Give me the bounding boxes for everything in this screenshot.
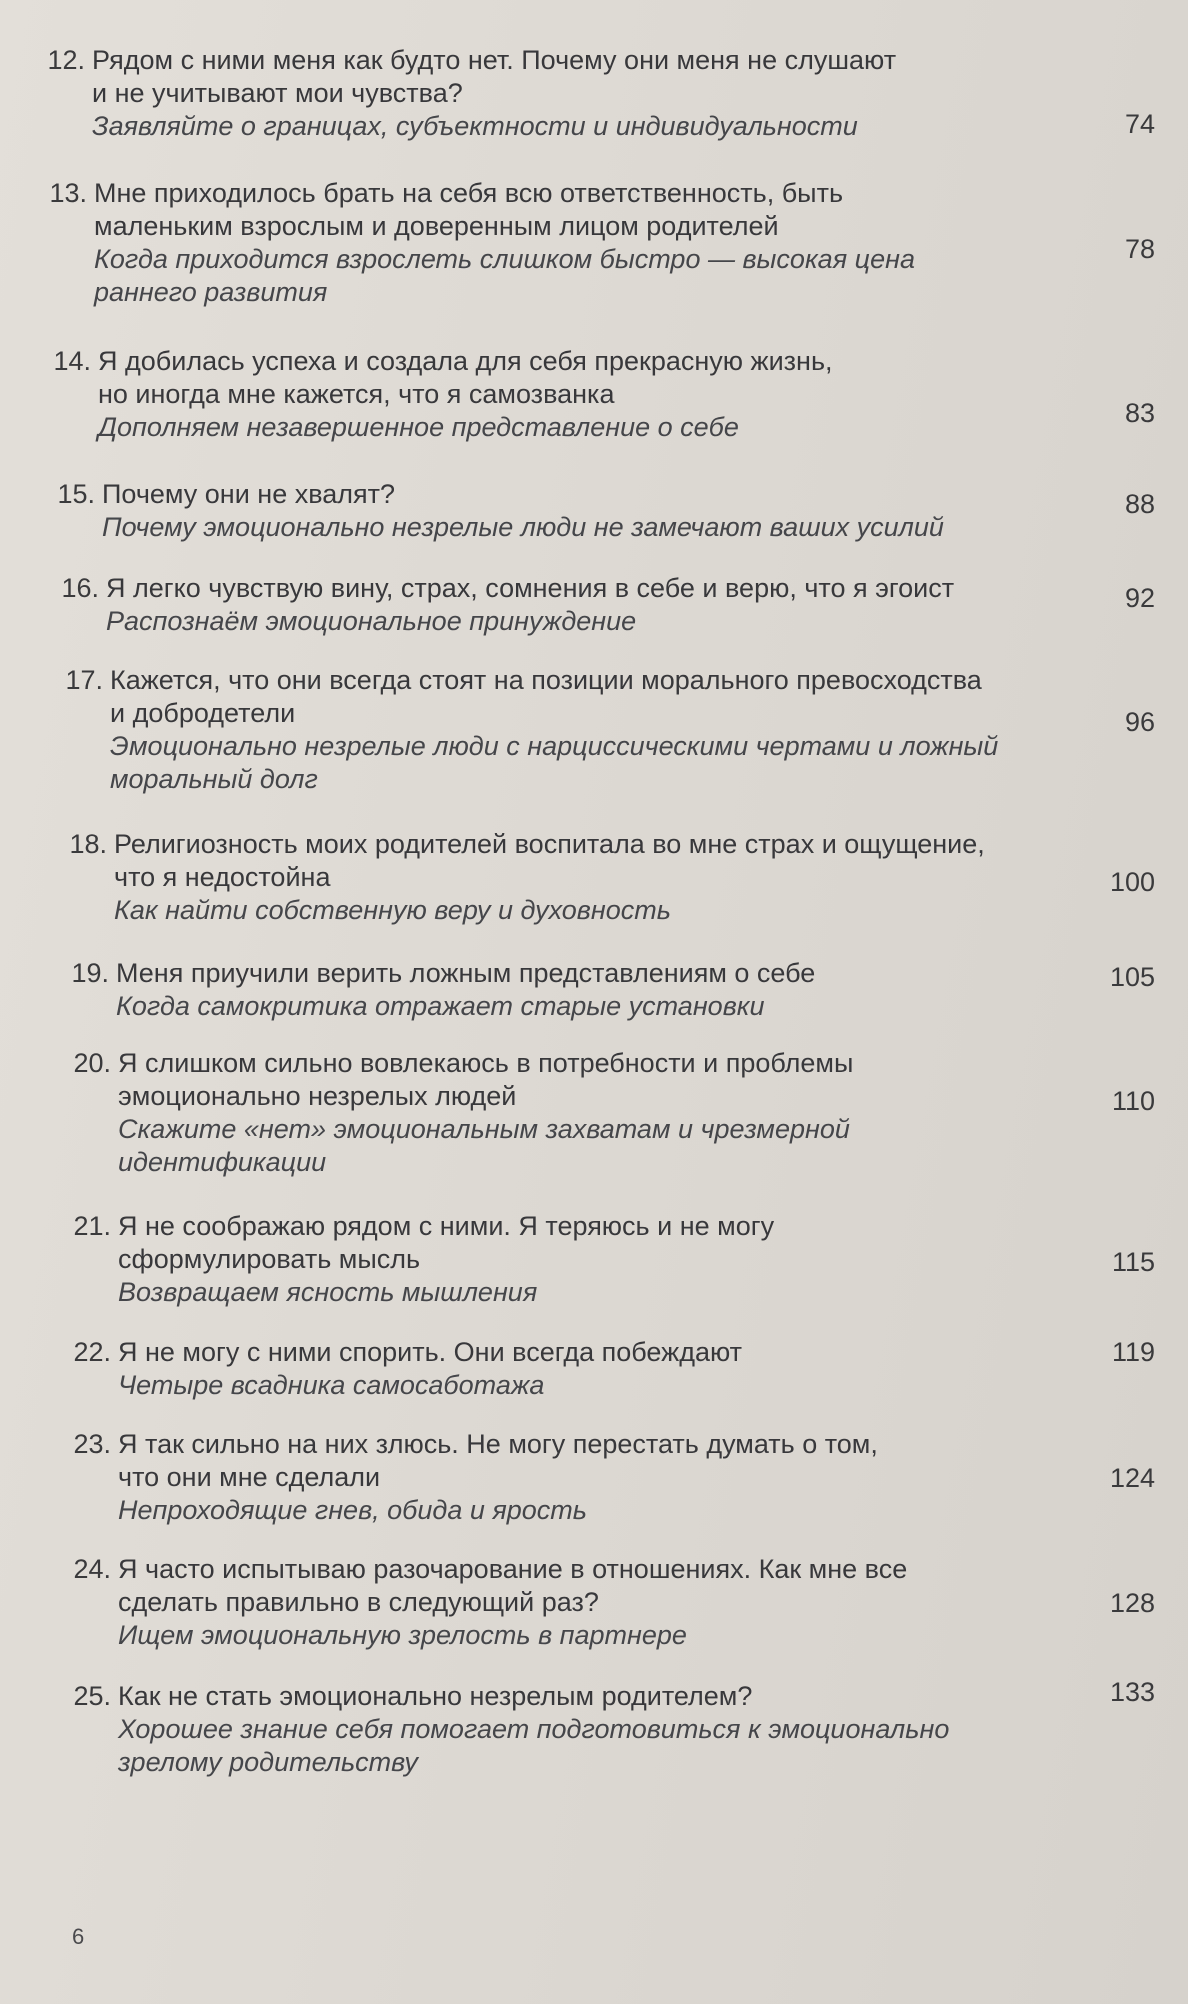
entry-title: Рядом с ними меня как будто нет. Почему они меня не слушают и не учитывают мои чувства? — [92, 45, 897, 108]
page-number: 115 — [1111, 1247, 1155, 1277]
entry-title: Я не могу с ними спорить. Они всегда побеждают — [118, 1337, 742, 1367]
entry-title: Как не стать эмоционально незрелым родителем? — [118, 1681, 753, 1711]
entry-title: Я легко чувствую вину, страх, сомнения в себе и верю, что я эгоист — [106, 573, 955, 603]
entry-title: Я слишком сильно вовлекаюсь в потребности и проблемы эмоционально незрелых людей — [118, 1048, 854, 1111]
page-number: 88 — [1124, 489, 1155, 519]
entry-number: 17. — [65, 665, 103, 695]
entry-subtitle: Ищем эмоциональную зрелость в партнере — [118, 1620, 687, 1650]
entry-subtitle: Заявляйте о границах, субъектности и индивидуальности — [92, 111, 858, 141]
entry-title: Мне приходилось брать на себя всю ответственность, быть маленьким взрослым и доверенным лицом родителей — [94, 178, 844, 241]
page-folio: 6 — [72, 1924, 85, 1949]
page-number: 110 — [1111, 1086, 1155, 1116]
entry-subtitle: Как найти собственную веру и духовность — [114, 895, 671, 925]
entry-number: 24. — [73, 1554, 111, 1584]
entry-number: 23. — [73, 1429, 111, 1459]
page-number: 78 — [1124, 234, 1155, 264]
entry-title: Я добилась успеха и создала для себя прекрасную жизнь, но иногда мне кажется, что я самозванка — [98, 346, 833, 409]
entry-number: 19. — [71, 958, 109, 988]
page-number: 100 — [1109, 867, 1155, 897]
entry-subtitle: Скажите «нет» эмоциональным захватам и чрезмерной идентификации — [118, 1114, 850, 1177]
entry-title: Почему они не хвалят? — [102, 479, 396, 509]
page-number: 92 — [1124, 583, 1155, 613]
entry-subtitle: Возвращаем ясность мышления — [118, 1277, 538, 1307]
entry-number: 22. — [73, 1337, 111, 1367]
page-number: 133 — [1109, 1677, 1155, 1707]
entry-subtitle: Почему эмоционально незрелые люди не замечают ваших усилий — [102, 512, 944, 542]
entry-number: 21. — [73, 1211, 111, 1241]
entry-title: Я так сильно на них злюсь. Не могу перестать думать о том, что они мне сделали — [118, 1429, 878, 1492]
entry-number: 20. — [73, 1048, 111, 1078]
entry-subtitle: Когда самокритика отражает старые установки — [116, 991, 765, 1021]
page-number: 128 — [1109, 1588, 1155, 1618]
page-number: 96 — [1124, 707, 1155, 737]
entry-title: Я часто испытываю разочарование в отношениях. Как мне все сделать правильно в следующий раз? — [118, 1554, 908, 1617]
entry-subtitle: Четыре всадника самосаботажа — [118, 1370, 545, 1400]
entry-subtitle: Эмоционально незрелые люди с нарциссическими чертами и ложный моральный долг — [110, 731, 999, 794]
entry-subtitle: Дополняем незавершенное представление о себе — [98, 412, 739, 442]
entry-title: Я не соображаю рядом с ними. Я теряюсь и не могу сформулировать мысль — [118, 1211, 775, 1274]
entry-number: 14. — [53, 346, 91, 376]
page-number: 105 — [1109, 962, 1155, 992]
entry-title: Религиозность моих родителей воспитала во мне страх и ощущение, что я недостойна — [114, 829, 985, 892]
page-number: 74 — [1124, 109, 1155, 139]
entry-subtitle: Хорошее знание себя помогает подготовиться к эмоционально зрелому родительству — [118, 1714, 950, 1777]
entry-subtitle: Непроходящие гнев, обида и ярость — [118, 1495, 587, 1525]
entry-number: 18. — [69, 829, 107, 859]
entry-number: 13. — [49, 178, 87, 208]
entry-number: 16. — [61, 573, 99, 603]
page-number: 83 — [1124, 398, 1155, 428]
page-number: 119 — [1111, 1337, 1155, 1367]
entry-title: Меня приучили верить ложным представлениям о себе — [116, 958, 816, 988]
entry-number: 12. — [47, 45, 85, 75]
entry-number: 25. — [73, 1681, 111, 1711]
entry-number: 15. — [57, 479, 95, 509]
page-number: 124 — [1109, 1463, 1155, 1493]
entry-title: Кажется, что они всегда стоят на позиции морального превосходства и добродетели — [110, 665, 982, 728]
entry-subtitle: Распознаём эмоциональное принуждение — [106, 606, 637, 636]
entry-subtitle: Когда приходится взрослеть слишком быстро — высокая цена раннего развития — [94, 244, 915, 307]
